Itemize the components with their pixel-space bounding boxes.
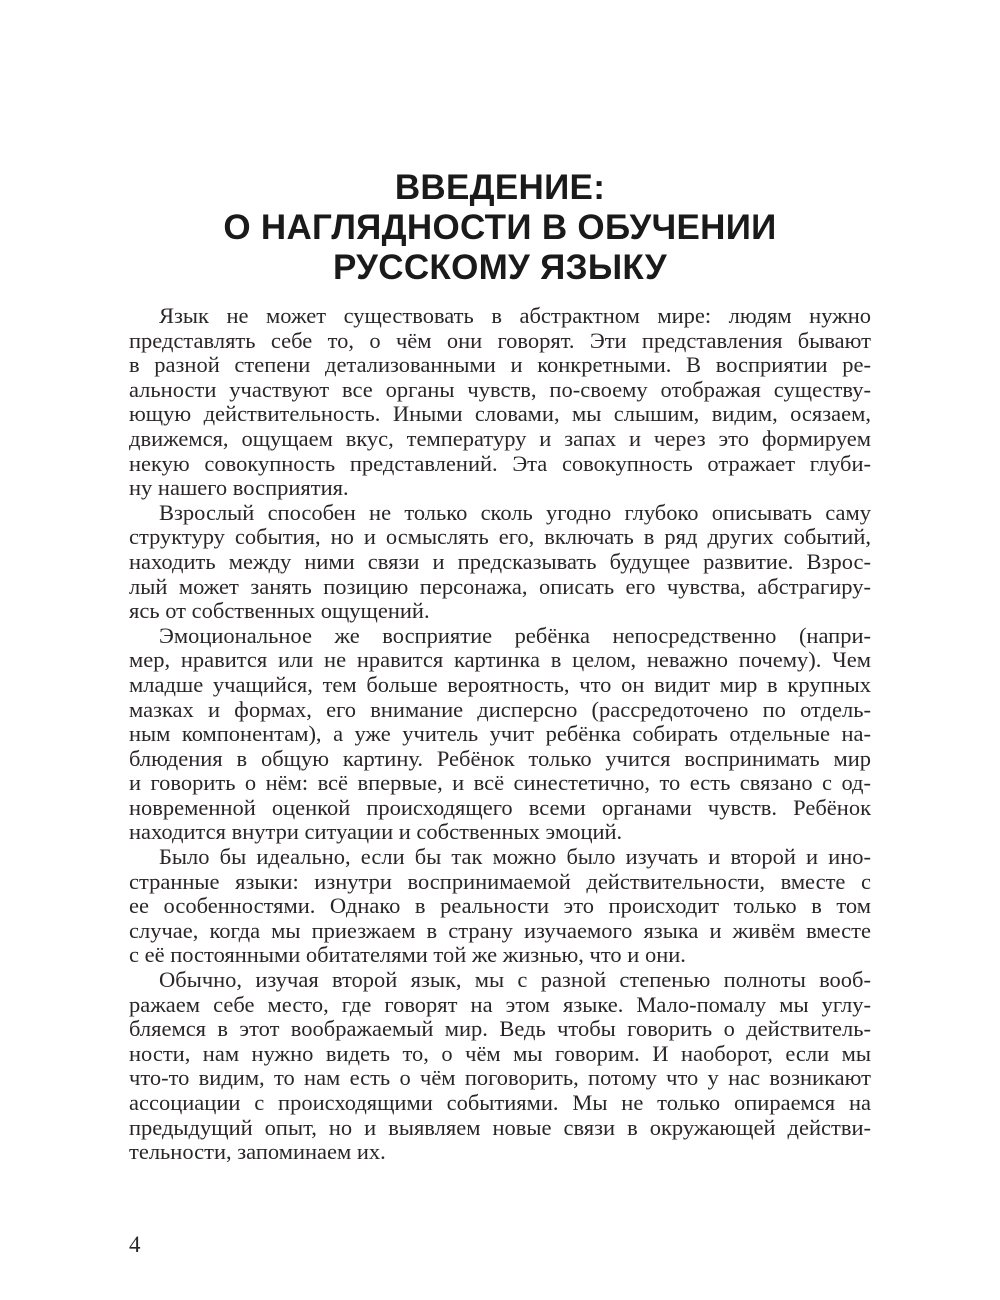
text-line: блюдения в общую картину. Ребёнок только учится воспринимать мир	[129, 745, 871, 771]
text-line: находится внутри ситуации и собственных эмоций.	[129, 819, 623, 845]
text-line: новременной оценкой происходящего всеми органами чувств. Ребёнок	[129, 794, 871, 820]
paragraph-imagined-world	[129, 968, 871, 1165]
text-line: Обычно, изучая второй язык, мы с разной степенью полноты вооб-	[159, 967, 871, 993]
text-line: ну нашего восприятия.	[129, 475, 349, 501]
text-line: и говорить о нём: всё впервые, и всё синестетично, то есть связано с од-	[129, 770, 871, 796]
text-line: случае, когда мы приезжаем в страну изучаемого языка и живём вместе	[129, 917, 871, 943]
text-line: странные языки: изнутри воспринимаемой действительности, вместе с	[129, 868, 871, 894]
body-text	[129, 304, 871, 1165]
text-line: предыдущий опыт, но и выявляем новые связи в окружающей действи-	[129, 1114, 871, 1140]
text-line: ассоциации с происходящими событиями. Мы не только опираемся на	[129, 1090, 871, 1115]
chapter-title	[0, 168, 1000, 288]
text-line: что-то видим, то нам есть о чём поговорить, потому что у нас возникают	[129, 1065, 871, 1091]
text-line: ражаем себе место, где говорят на этом языке. Мало-помалу мы углу-	[129, 991, 871, 1017]
text-line: Язык не может существовать в абстрактном мире: людям нужно	[159, 303, 871, 328]
text-line: Было бы идеально, если бы так можно было изучать и второй и ино-	[159, 844, 871, 870]
chapter-title-line: О НАГЛЯДНОСТИ В ОБУЧЕНИИ	[223, 208, 777, 247]
page-number: 4	[129, 1232, 141, 1257]
text-line: ющую действительность. Иными словами, мы слышим, видим, осязаем,	[129, 401, 871, 427]
text-line: лый может занять позицию персонажа, описать его чувства, абстрагиру-	[129, 573, 871, 599]
chapter-title-line: РУССКОМУ ЯЗЫКУ	[333, 248, 667, 287]
text-line: движемся, ощущаем вкус, температуру и запах и через это формируем	[129, 425, 871, 451]
text-line: Эмоциональное же восприятие ребёнка непосредственно (напри-	[159, 622, 871, 648]
text-line: в разной степени детализованными и конкретными. В восприятии ре-	[129, 352, 871, 378]
text-line: ее особенностями. Однако в реальности это происходит только в том	[129, 893, 871, 919]
text-line: представлять себе то, о чём они говорят. Эти представления бывают	[129, 327, 871, 353]
paragraph-language-and-perception	[129, 304, 871, 501]
text-line: тельности, запоминаем их.	[129, 1139, 386, 1165]
text-line: Взрослый способен не только сколь угодно глубоко описывать саму	[159, 499, 871, 525]
text-line: находить между ними связи и предсказывать будущее развитие. Взрос-	[129, 548, 871, 574]
text-line: ясь от собственных ощущений.	[129, 598, 430, 624]
text-line: некую совокупность представлений. Эта совокупность отражает глуби-	[129, 450, 871, 476]
paragraph-ideal-learning	[129, 845, 871, 968]
text-line: альности участвуют все органы чувств, по-своему отображая существу-	[129, 376, 871, 402]
text-line: мер, нравится или не нравится картинка в целом, неважно почему). Чем	[129, 647, 871, 673]
text-line: бляемся в этот воображаемый мир. Ведь чтобы говорить о действитель-	[129, 1016, 871, 1042]
text-line: мазках и формах, его внимание дисперсно (рассредоточено по отдель-	[129, 696, 871, 722]
text-line: ным компонентам), а уже учитель учит ребёнка собирать отдельные на-	[129, 721, 871, 747]
text-line: младше учащийся, тем больше вероятность, что он видит мир в крупных	[129, 671, 871, 697]
text-line: с её постоянными обитателями той же жизнью, что и они.	[129, 942, 686, 968]
paragraph-child-perception	[129, 624, 871, 845]
paragraph-adult-perception	[129, 501, 871, 624]
chapter-title-line: ВВЕДЕНИЕ:	[394, 168, 606, 207]
text-line: ности, нам нужно видеть то, о чём мы говорим. И наоборот, если мы	[129, 1040, 871, 1066]
text-line: структуру события, но и осмыслять его, включать в ряд других событий,	[129, 524, 871, 550]
